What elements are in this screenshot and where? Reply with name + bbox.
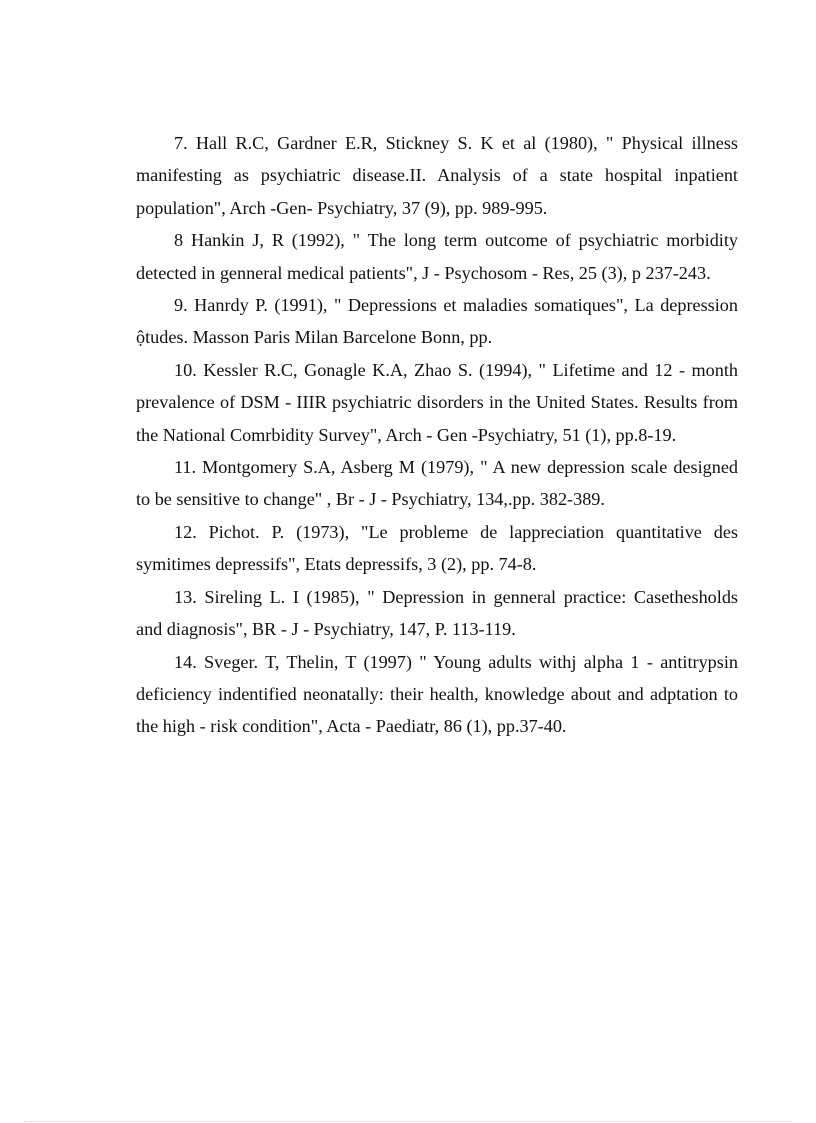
- page-bottom-divider: [24, 1121, 792, 1122]
- reference-item-8: 8 Hankin J, R (1992), " The long term outcome of psychiatric morbidity detected in genneral medical patients", J - Psychosom - Res, 25 (3), p 237-243.: [136, 230, 738, 283]
- reference-item-9: 9. Hanrdy P. (1991), " Depressions et maladies somatiques", La depression ộtudes. Masson Paris Milan Barcelone Bonn, pp.: [136, 295, 738, 348]
- reference-item-11: 11. Montgomery S.A, Asberg M (1979), " A new depression scale designed to be sensitive to change" , Br - J - Psychiatry, 134,.pp. 382-389.: [136, 457, 738, 510]
- reference-item-12: 12. Pichot. P. (1973), "Le probleme de lappreciation quantitative des symitimes depressifs", Etats depressifs, 3 (2), pp. 74-8.: [136, 521, 738, 575]
- reference-list: [136, 127, 738, 743]
- reference-item-10: 10. Kessler R.C, Gonagle K.A, Zhao S. (1994), " Lifetime and 12 - month prevalence of DSM - IIIR psychiatric disorders in the United States. Results from the National Comrbidity Survey", Arch - Gen -Psychiatry, 51 (1), pp.8-19.: [136, 359, 738, 445]
- reference-item-7: 7. Hall R.C, Gardner E.R, Stickney S. K et al (1980), " Physical illness manifesting as psychiatric disease.II. Analysis of a state hospital inpatient population", Arch -Gen- Psychiatry, 37 (9), pp. 989-995.: [136, 133, 738, 218]
- reference-item-14: 14. Sveger. T, Thelin, T (1997) " Young adults withj alpha 1 - antitrypsin deficiency indentified neonatally: their health, knowledge about and adptation to the high - risk condition", Acta - Paediatr, 86 (1), pp.37-40.: [136, 651, 738, 737]
- reference-item-13: 13. Sireling L. I (1985), " Depression in genneral practice: Casethesholds and diagnosis", BR - J - Psychiatry, 147, P. 113-119.: [136, 586, 738, 640]
